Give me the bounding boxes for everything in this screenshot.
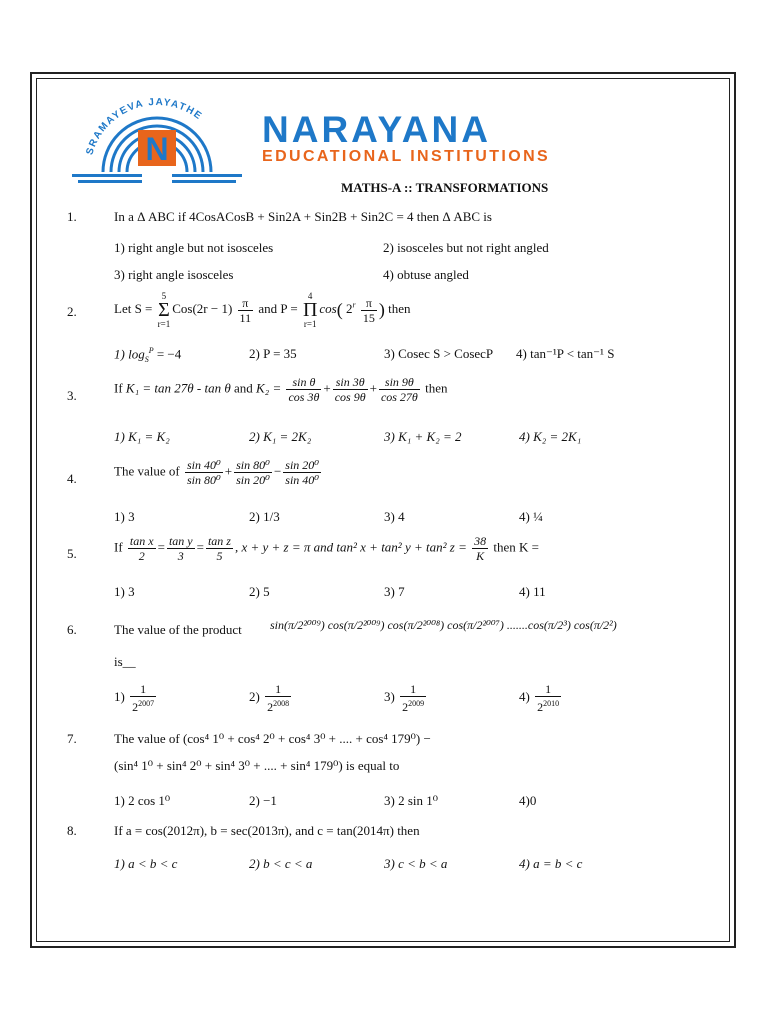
product-expression: sin(π/2²⁰⁰⁹) cos(π/2²⁰⁰⁹) cos(π/2²⁰⁰⁸) cos(π/2²⁰⁰⁷) .......cos(π/2³) cos(π/2²) xyxy=(270,618,617,632)
option: 3) right angle isosceles xyxy=(114,267,234,282)
option: 4) tan⁻¹P < tan⁻¹ S xyxy=(516,346,615,361)
option: 2) 1/3 xyxy=(249,509,280,524)
option: 1) $\frac{1}{2^{2007}}$ xyxy=(114,682,155,714)
option: 4) 11 xyxy=(519,584,546,599)
question-text: If $\frac{\text{tan x}}{2}$ = $\frac{\text{tan y}}{3}$ = $\frac{\text{tan z}}{5}$ , x + y + z = π and tan² x + tan² y + tan² z = $\frac{38}{K}$ then K = xyxy=(114,534,539,563)
option: 1) K₁ = K₂ xyxy=(114,429,170,444)
question-text: (sin⁴ 1⁰ + sin⁴ 2⁰ + sin⁴ 3⁰ + .... + sin⁴ 179⁰) is equal to xyxy=(114,758,400,773)
option: 4)0 xyxy=(519,793,537,808)
fraction: $\frac{\sin 3\theta}{\cos 9\theta}$ xyxy=(334,375,366,404)
fraction: $\frac{\text{tan y}}{3}$ xyxy=(168,534,193,563)
brand-block xyxy=(262,110,662,166)
fraction: $\frac{\text{tan z}}{5}$ xyxy=(207,534,231,563)
fraction: $\frac{38}{K}$ xyxy=(474,534,487,563)
question-text: If a = cos(2012π), b = sec(2013π), and c = tan(2014π) then xyxy=(114,823,420,838)
fraction: $\frac{\text{sin 40⁰}}{\text{sin 80⁰}}$ xyxy=(186,458,221,487)
option: 4) a = b < c xyxy=(519,856,583,871)
svg-text:SRAMAYEVA JAYATHE: SRAMAYEVA JAYATHE xyxy=(84,96,205,157)
option: 3) $\frac{1}{2^{2009}}$ xyxy=(384,682,425,714)
fraction: $\frac{\pi}{15}$ xyxy=(362,295,375,325)
question-number: 8. xyxy=(67,823,77,838)
question-text: In a Δ ABC if 4CosACosB + Sin2A + Sin2B + Sin2C = 4 then Δ ABC is xyxy=(114,209,492,224)
option: 2) $\frac{1}{2^{2008}}$ xyxy=(249,682,290,714)
option: 1) 3 xyxy=(114,584,135,599)
option: 4) K₂ = 2K₁ xyxy=(519,429,582,444)
option: 2) −1 xyxy=(249,793,277,808)
question-number: 4. xyxy=(67,471,77,486)
option: 4) ¼ xyxy=(519,509,543,524)
option: 2) 5 xyxy=(249,584,270,599)
fraction: $\frac{\text{sin θ}}{\cos 3\theta}$ xyxy=(288,375,320,404)
narayana-emblem-icon xyxy=(68,90,246,190)
option: 1) 2 cos 1⁰ xyxy=(114,793,171,808)
fraction: $\frac{\text{tan x}}{2}$ xyxy=(129,534,154,563)
question-text: The value of (cos⁴ 1⁰ + cos⁴ 2⁰ + cos⁴ 3⁰ + .... + cos⁴ 179⁰) − xyxy=(114,731,431,746)
fraction: $\frac{\text{sin 20⁰}}{\text{sin 40⁰}}$ xyxy=(285,458,320,487)
question-text: The value of $\frac{\text{sin 40⁰}}{\text{sin 80⁰}}$ + $\frac{\text{sin 80⁰}}{\text{sin 20⁰}}$ − $\frac{\text{sin 20⁰}}{\text{sin 40⁰}}$ xyxy=(114,458,320,487)
page-border xyxy=(30,72,736,948)
question-number: 1. xyxy=(67,209,77,224)
question-number: 6. xyxy=(67,622,77,637)
question-text: is__ xyxy=(114,654,136,669)
question-number: 7. xyxy=(67,731,77,746)
option: 4) obtuse angled xyxy=(383,267,469,282)
option: 2) K₁ = 2K₂ xyxy=(249,429,312,444)
question-number: 2. xyxy=(67,304,77,319)
question-number: 5. xyxy=(67,546,77,561)
fraction: $\frac{\pi}{11}$ xyxy=(239,295,252,325)
question-text: Let S = 5 Σ r=1Cos(2r − 1) $\frac{\pi}{11}$ and P = 4 Π r=1cos( 2$^r$ $\frac{\pi}{15}$ ) then xyxy=(114,291,411,329)
page-title: MATHS-A :: TRANSFORMATIONS xyxy=(341,180,549,195)
option: 1) $\log_S^P = -4$ xyxy=(114,346,182,364)
option: 2) b < c < a xyxy=(249,856,313,871)
option: 3) 7 xyxy=(384,584,405,599)
option: 4) $\frac{1}{2^{2010}}$ xyxy=(519,682,560,714)
option: 1) right angle but not isosceles xyxy=(114,240,274,255)
option: 2) isosceles but not right angled xyxy=(383,240,549,255)
question-number: 3. xyxy=(67,388,77,403)
option: 1) a < b < c xyxy=(114,856,178,871)
option: 3) K₁ + K₂ = 2 xyxy=(384,429,462,444)
brand-name: NARAYANA xyxy=(262,109,491,150)
option: 3) c < b < a xyxy=(384,856,448,871)
option: 3) Cosec S > CosecP xyxy=(384,346,494,361)
fraction: $\frac{\text{sin 80⁰}}{\text{sin 20⁰}}$ xyxy=(236,458,270,487)
page-inner-border xyxy=(36,78,730,942)
option: 3) 4 xyxy=(384,509,405,524)
fraction: $\frac{\sin 9\theta}{\cos 27\theta}$ xyxy=(380,375,418,404)
emblem-letter: N xyxy=(145,131,169,167)
option: 2) P = 35 xyxy=(249,346,297,361)
brand-subtitle: EDUCATIONAL INSTITUTIONS xyxy=(262,148,551,165)
product-operator: 4 Π r=1 xyxy=(302,291,318,329)
question-text: If K₁ = tan 27θ - tan θ and K₂ = $\frac{\text{sin θ}}{\cos 3\theta}$ + $\frac{\sin 3\theta}{\cos 9\theta}$ + $\frac{\sin 9\theta}{\cos 27\theta}$ then xyxy=(114,375,448,404)
option: 1) 3 xyxy=(114,509,135,524)
option: 3) 2 sin 1⁰ xyxy=(384,793,438,808)
sum-operator: 5 Σ r=1 xyxy=(157,291,171,329)
question-text: The value of the product xyxy=(114,622,242,637)
